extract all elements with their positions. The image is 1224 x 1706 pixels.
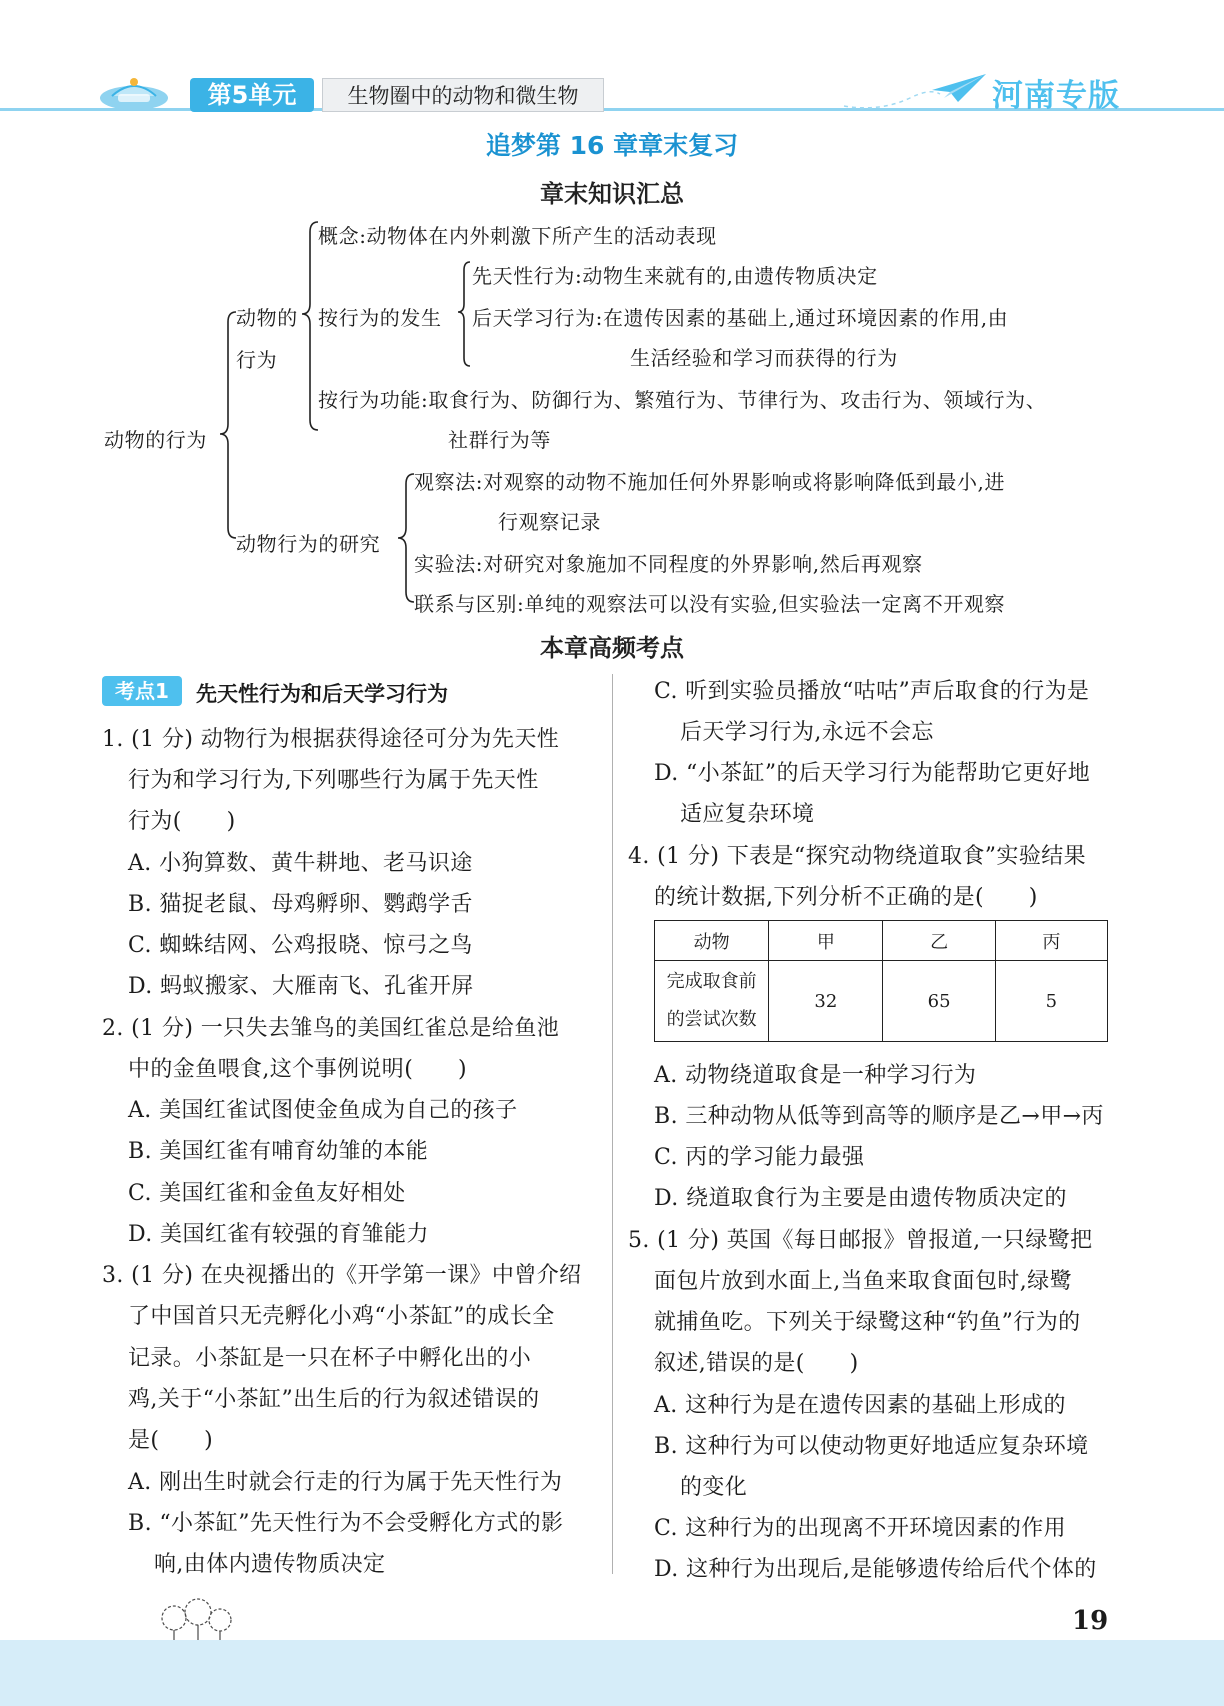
q4-stem-1: 4. (1 分) 下表是“探究动物绕道取食”实验结果 (628, 844, 1087, 869)
q4-option-d: D. 绕道取食行为主要是由遗传物质决定的 (654, 1186, 1067, 1211)
q5-stem-2: 面包片放到水面上,当鱼来取食面包时,绿鹭 (654, 1269, 1072, 1294)
table-header-cell: 动物 (655, 921, 769, 961)
q4-option-c: C. 丙的学习能力最强 (654, 1145, 865, 1170)
table-row-label (655, 961, 769, 1042)
q2-option-c: C. 美国红雀和金鱼友好相处 (128, 1181, 406, 1206)
q5-option-b-2: 的变化 (680, 1475, 748, 1500)
q3-option-d-2: 适应复杂环境 (680, 802, 815, 827)
q5-option-d: D. 这种行为出现后,是能够遗传给后代个体的 (654, 1557, 1097, 1582)
map-learned-1: 后天学习行为:在遗传因素的基础上,通过环境因素的作用,由 (472, 306, 1009, 330)
summary-title: 章末知识汇总 (540, 180, 684, 208)
q5-stem-3: 就捕鱼吃。下列关于绿鹭这种“钓鱼”行为的 (654, 1310, 1081, 1335)
q3-option-b-1: B. “小茶缸”先天性行为不会受孵化方式的影 (128, 1511, 564, 1536)
q3-stem-4: 鸡,关于“小茶缸”出生后的行为叙述错误的 (128, 1387, 540, 1412)
map-innate: 先天性行为:动物生来就有的,由遗传物质决定 (472, 264, 878, 288)
map-observe-1: 观察法:对观察的动物不施加任何外界影响或将影响降低到最小,进 (414, 470, 1006, 494)
q3-option-d-1: D. “小茶缸”的后天学习行为能帮助它更好地 (654, 761, 1091, 786)
q1-stem-1: 1. (1 分) 动物行为根据获得途径可分为先天性 (102, 727, 560, 752)
map-by-function-1: 按行为功能:取食行为、防御行为、繁殖行为、节律行为、攻击行为、领域行为、 (318, 388, 1047, 412)
q4-stem-2: 的统计数据,下列分析不正确的是( ) (654, 885, 1038, 910)
q4-data-table (654, 920, 1108, 1042)
q3-stem-2: 了中国首只无壳孵化小鸡“小茶缸”的成长全 (128, 1304, 555, 1329)
q1-option-a: A. 小狗算数、黄牛耕地、老马识途 (128, 851, 473, 876)
q2-option-a: A. 美国红雀试图使金鱼成为自己的孩子 (128, 1098, 518, 1123)
page-number: 19 (1072, 1606, 1109, 1636)
map-by-origin: 按行为的发生 (318, 306, 442, 330)
trees-icon (158, 1598, 238, 1644)
q3-stem-3: 记录。小茶缸是一只在杯子中孵化出的小 (128, 1346, 532, 1371)
q2-option-d: D. 美国红雀有较强的育雏能力 (128, 1222, 429, 1247)
q3-stem-1: 3. (1 分) 在央视播出的《开学第一课》中曾介绍 (102, 1263, 582, 1288)
q5-option-b-1: B. 这种行为可以使动物更好地适应复杂环境 (654, 1434, 1089, 1459)
table-value-cell: 65 (883, 961, 995, 1042)
kp1-badge: 考点1 (102, 676, 182, 706)
table-header-cell: 乙 (883, 921, 995, 961)
map-research: 动物行为的研究 (236, 532, 381, 556)
map-concept: 概念:动物体在内外刺激下所产生的活动表现 (318, 224, 717, 248)
map-behavior-label-1: 动物的 (236, 306, 298, 330)
unit-title: 生物圈中的动物和微生物 (322, 78, 604, 112)
table-header-cell: 甲 (769, 921, 883, 961)
table-row-label-2: 的尝试次数 (666, 1009, 757, 1031)
table-header-cell: 丙 (995, 921, 1107, 961)
table-value-cell: 32 (769, 961, 883, 1042)
map-learned-2: 生活经验和学习而获得的行为 (630, 346, 898, 370)
map-by-function-2: 社群行为等 (448, 428, 551, 452)
map-relation: 联系与区别:单纯的观察法可以没有实验,但实验法一定离不开观察 (414, 592, 1006, 616)
q5-stem-4: 叙述,错误的是( ) (654, 1351, 859, 1376)
q5-stem-1: 5. (1 分) 英国《每日邮报》曾报道,一只绿鹭把 (628, 1228, 1093, 1253)
q3-option-c-2: 后天学习行为,永远不会忘 (680, 720, 934, 745)
q1-option-c: C. 蜘蛛结网、公鸡报晓、惊弓之鸟 (128, 933, 473, 958)
edition-label: 河南专版 (992, 78, 1120, 114)
q1-stem-3: 行为( ) (128, 809, 236, 834)
map-root: 动物的行为 (104, 428, 207, 452)
q1-option-d: D. 蚂蚁搬家、大雁南飞、孔雀开屏 (128, 974, 474, 999)
high-freq-title: 本章高频考点 (540, 634, 684, 662)
kp1-title: 先天性行为和后天学习行为 (196, 682, 448, 706)
unit-badge: 第5单元 (190, 78, 314, 112)
q2-stem-1: 2. (1 分) 一只失去雏鸟的美国红雀总是给鱼池 (102, 1016, 560, 1041)
map-observe-2: 行观察记录 (498, 510, 601, 534)
q2-option-b: B. 美国红雀有哺育幼雏的本能 (128, 1139, 429, 1164)
map-behavior-label-2: 行为 (236, 348, 278, 372)
q3-option-b-2: 响,由体内遗传物质决定 (154, 1552, 386, 1577)
q4-option-a: A. 动物绕道取食是一种学习行为 (654, 1063, 977, 1088)
q3-stem-5: 是( ) (128, 1428, 214, 1453)
table-row-label-1: 完成取食前 (666, 971, 757, 993)
map-experiment: 实验法:对研究对象施加不同程度的外界影响,然后再观察 (414, 552, 923, 576)
q3-option-a: A. 刚出生时就会行走的行为属于先天性行为 (128, 1470, 563, 1495)
q1-option-b: B. 猫捉老鼠、母鸡孵卵、鹦鹉学舌 (128, 892, 473, 917)
q3-option-c-1: C. 听到实验员播放“咕咕”声后取食的行为是 (654, 679, 1090, 704)
q1-stem-2: 行为和学习行为,下列哪些行为属于先天性 (128, 768, 539, 793)
q5-option-c: C. 这种行为的出现离不开环境因素的作用 (654, 1516, 1067, 1541)
table-value-cell: 5 (995, 961, 1107, 1042)
q4-option-b: B. 三种动物从低等到高等的顺序是乙→甲→丙 (654, 1104, 1104, 1129)
q5-option-a: A. 这种行为是在遗传因素的基础上形成的 (654, 1393, 1066, 1418)
footer-band (0, 1640, 1224, 1706)
q2-stem-2: 中的金鱼喂食,这个事例说明( ) (128, 1057, 467, 1082)
column-divider (612, 674, 613, 1574)
chapter-title: 追梦第 16 章章末复习 (485, 131, 739, 160)
